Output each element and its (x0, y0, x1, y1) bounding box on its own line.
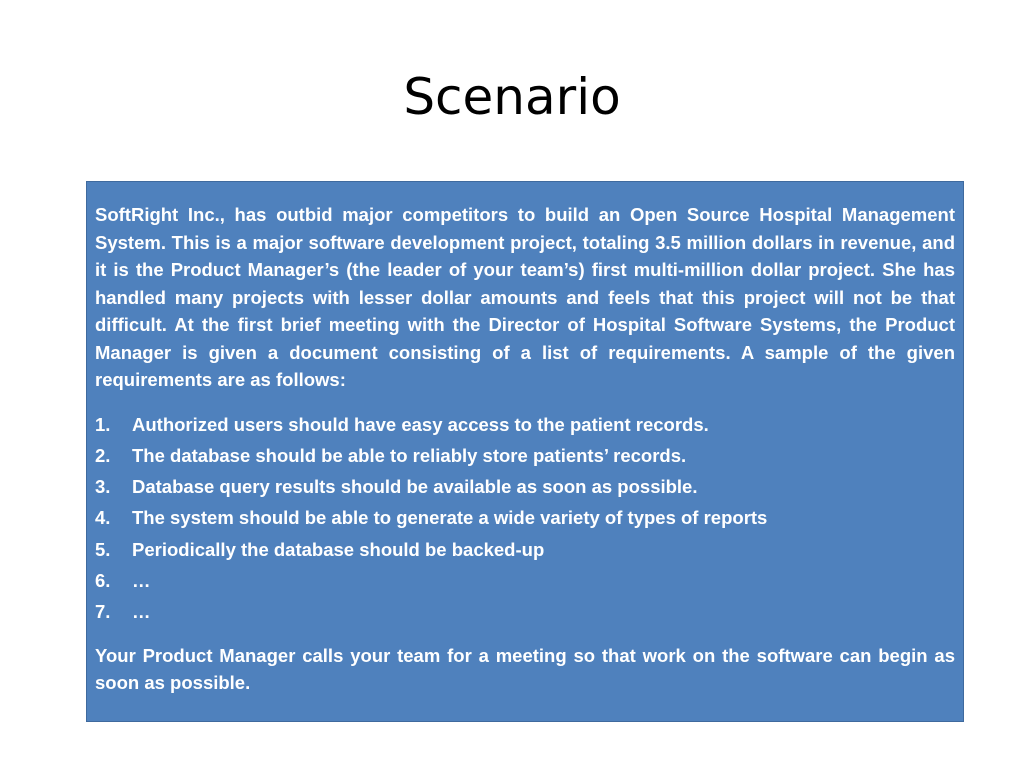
requirement-number: 2. (95, 444, 111, 466)
scenario-text-box (86, 181, 964, 722)
requirement-number: 1. (95, 413, 111, 435)
requirement-number: 6. (95, 569, 111, 591)
requirement-item (95, 471, 955, 502)
requirement-item (95, 409, 955, 440)
requirement-text: Database query results should be available as soon as possible. (132, 476, 698, 498)
requirement-item (95, 440, 955, 471)
requirement-text: The database should be able to reliably store patients’ records. (132, 444, 687, 466)
requirement-number: 7. (95, 601, 111, 623)
requirement-text: … (132, 601, 151, 623)
requirement-text: The system should be able to generate a wide variety of types of reports (132, 507, 768, 529)
slide-title: Scenario (403, 68, 621, 126)
requirement-item (95, 565, 955, 596)
requirement-text: Periodically the database should be backed-up (132, 538, 545, 560)
requirement-item (95, 596, 955, 627)
requirements-list (95, 409, 955, 628)
requirement-item (95, 534, 955, 565)
requirement-number: 5. (95, 538, 111, 560)
requirement-text: … (132, 569, 151, 591)
requirement-number: 4. (95, 507, 111, 529)
requirement-number: 3. (95, 476, 111, 498)
requirement-text: Authorized users should have easy access to the patient records. (132, 413, 709, 435)
intro-paragraph: SoftRight Inc., has outbid major competitors to build an Open Source Hospital Management System. This is a major software development project, totaling 3.5 million dollars in revenue, and it is the Product Manager’s (the leader of your team’s) first multi-million dollar project. She has handled many projects with lesser dollar amounts and feels that this project will not be that difficult. At the first brief meeting with the Director of Hospital Software Systems, the Product Manager is given a document consisting of a list of requirements. A sample of the given requirements are as follows: (95, 204, 955, 390)
closing-paragraph: Your Product Manager calls your team for a meeting so that work on the software can begin as soon as possible. (95, 644, 955, 694)
requirement-item (95, 502, 955, 533)
